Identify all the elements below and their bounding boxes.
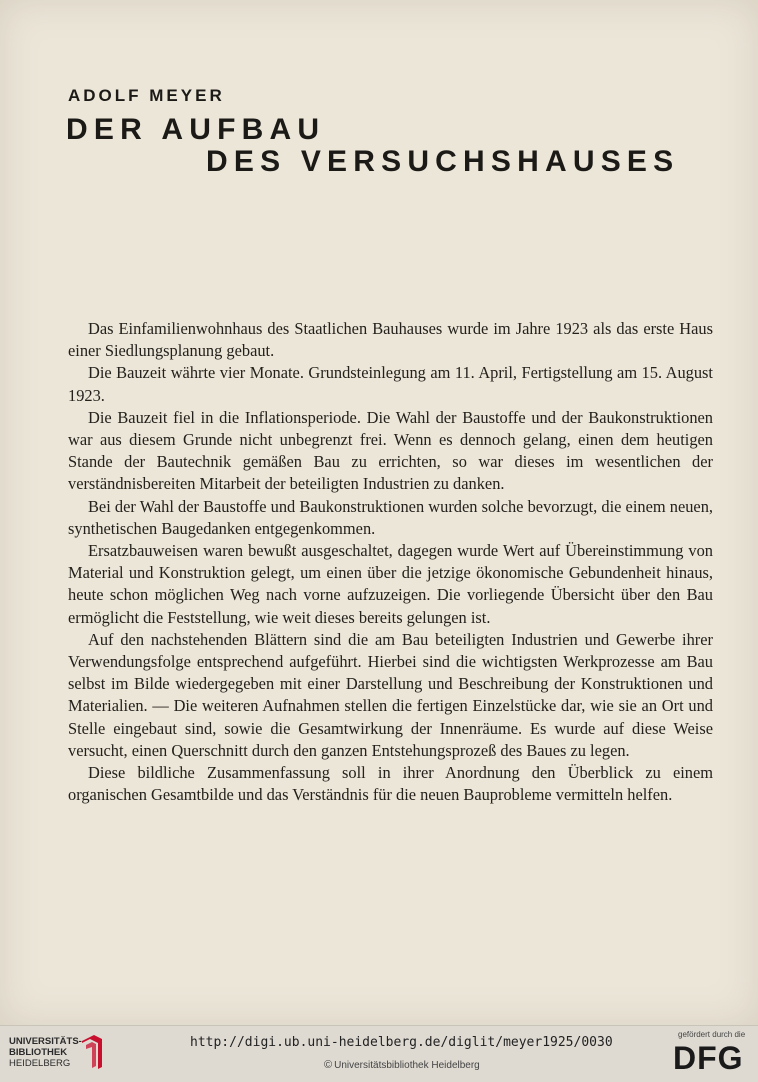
paragraph-7: Diese bildliche Zusammenfassung soll in ihrer Anordnung den Überblick zu einem organischen Gesamtbilde und das Verständnis für die neuen Bauprobleme vermitteln helfen.	[68, 763, 713, 805]
library-name-line-3: HEIDELBERG	[9, 1058, 71, 1069]
ub-heidelberg-logo-icon[interactable]	[80, 1035, 104, 1069]
paragraph-6: Auf den nachstehenden Blättern sind die am Bau beteiligten Industrien und Gewerbe ihrer Verwendungsfolge entsprechend aufgeführt. Hierbei sind die wichtigsten Werkprozesse am Bau selbst im Bilde wiedergegeben mit einer Darstellung und Beschreibung der Konstruktionen und Materialien. — Die weiteren Aufnahmen stellen die fertigen Einzelstücke dar, wie sie an Ort und Stelle eingebaut sind, sowie die Gesamtwirkung der Innenräume. Es wurde auf diese Weise versucht, einen Querschnitt durch den ganzen Entstehungsprozeß des Baues zu legen.	[68, 629, 713, 760]
paragraph-3: Die Bauzeit fiel in die Inflationsperiode. Die Wahl der Baustoffe und der Baukonstruktionen war aus diesem Grunde nicht unbegrenzt frei. Wenn es dennoch gelang, einen dem heutigen Stande der Bautechnik gemäßen Bau zu errichten, so war dieses im wesentlichen der verständnisbereiten Mitarbeit der beteiligten Industrien zu danken.	[68, 407, 713, 494]
copyright-notice	[324, 1059, 480, 1071]
copyright-holder: Universitätsbibliothek Heidelberg	[334, 1060, 480, 1071]
body-text	[68, 318, 713, 806]
title-line-2: DES VERSUCHSHAUSES	[206, 145, 680, 178]
paragraph-1: Das Einfamilienwohnhaus des Staatlichen Bauhauses wurde im Jahre 1923 als das erste Haus einer Siedlungsplanung gebaut.	[68, 319, 713, 361]
title-line-1: DER AUFBAU	[66, 113, 326, 146]
library-name-line-1: UNIVERSITÄTS-	[9, 1036, 82, 1047]
funding-note: gefördert durch die	[678, 1030, 746, 1039]
library-name-line-2: BIBLIOTHEK	[9, 1047, 68, 1058]
author-name: ADOLF MEYER	[68, 86, 225, 105]
paragraph-4: Bei der Wahl der Baustoffe und Baukonstruktionen wurden solche bevorzugt, die einem neuen, synthetischen Baugedanken entgegenkommen.	[68, 496, 713, 538]
copyright-icon: ©	[324, 1059, 333, 1071]
permalink-url[interactable]: http://digi.ub.uni-heidelberg.de/diglit/meyer1925/0030	[190, 1035, 613, 1050]
paragraph-2: Die Bauzeit währte vier Monate. Grundsteinlegung am 11. April, Fertigstellung am 15. August 1923.	[68, 363, 713, 405]
dfg-logo[interactable]: DFG	[673, 1040, 744, 1076]
paragraph-5: Ersatzbauweisen waren bewußt ausgeschaltet, dagegen wurde Wert auf Übereinstimmung von Material und Konstruktion gelegt, um einen über die jetzige ökonomische Gebundenheit hinaus, heute schon möglichen Weg nach vorne aufzuzeigen. Die vorliegende Übersicht über den Bau ermöglicht die Feststellung, wie weit dieses bereits gelungen ist.	[68, 541, 713, 627]
library-logo-text[interactable]	[9, 1036, 82, 1069]
viewer-footer	[0, 1025, 758, 1082]
